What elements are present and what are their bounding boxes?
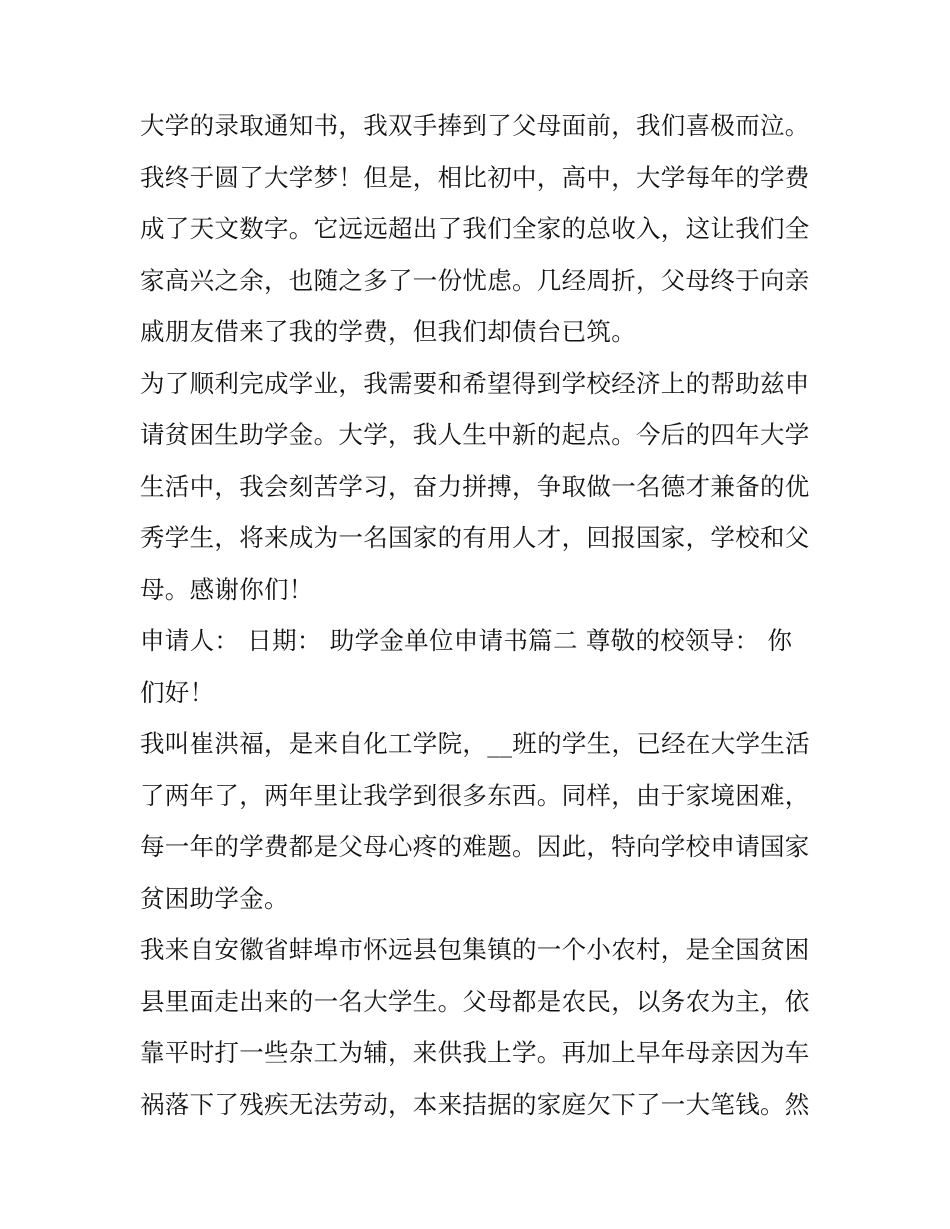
- text-line: 我终于圆了大学梦！但是，相比初中，高中，大学每年的学费: [140, 162, 810, 192]
- text-line: 家高兴之余，也随之多了一份忧虑。几经周折，父母终于向亲: [140, 265, 810, 295]
- text-line: 大学的录取通知书，我双手捧到了父母面前，我们喜极而泣。: [140, 111, 810, 140]
- text-line: 申请人： 日期： 助学金单位申请书篇二 尊敬的校领导： 你: [140, 626, 793, 655]
- text-line: 秀学生，将来成为一名国家的有用人才，回报国家，学校和父: [140, 523, 810, 552]
- text-line: 成了天文数字。它远远超出了我们全家的总收入，这让我们全: [140, 214, 810, 243]
- text-line: 请贫困生助学金。大学，我人生中新的起点。今后的四年大学: [140, 420, 810, 449]
- document-body: [140, 100, 820, 1130]
- text-line: 们好！: [140, 677, 215, 707]
- text-line: 我叫崔洪福，是来自化工学院，__班的学生，已经在大学生活: [140, 729, 810, 758]
- text-line: 每一年的学费都是父母心疼的难题。因此，特向学校申请国家: [140, 832, 810, 861]
- text-line: 我来自安徽省蚌埠市怀远县包集镇的一个小农村，是全国贫困: [140, 935, 810, 964]
- text-line: 为了顺利完成学业，我需要和希望得到学校经济上的帮助兹申: [140, 368, 810, 398]
- text-line: 祸落下了残疾无法劳动，本来拮据的家庭欠下了一大笔钱。然: [140, 1089, 810, 1119]
- text-line: 靠平时打一些杂工为辅，来供我上学。再加上早年母亲因为车: [140, 1038, 810, 1067]
- text-line: 生活中，我会刻苦学习，奋力拼搏，争取做一名德才兼备的优: [140, 471, 810, 501]
- text-line: 母。感谢你们！: [140, 574, 314, 604]
- text-line: 了两年了，两年里让我学到很多东西。同样，由于家境困难，: [140, 780, 810, 810]
- text-line: 戚朋友借来了我的学费，但我们却债台已筑。: [140, 317, 636, 346]
- text-line: 县里面走出来的一名大学生。父母都是农民，以务农为主，依: [140, 986, 810, 1016]
- text-line: 贫困助学金。: [140, 883, 289, 913]
